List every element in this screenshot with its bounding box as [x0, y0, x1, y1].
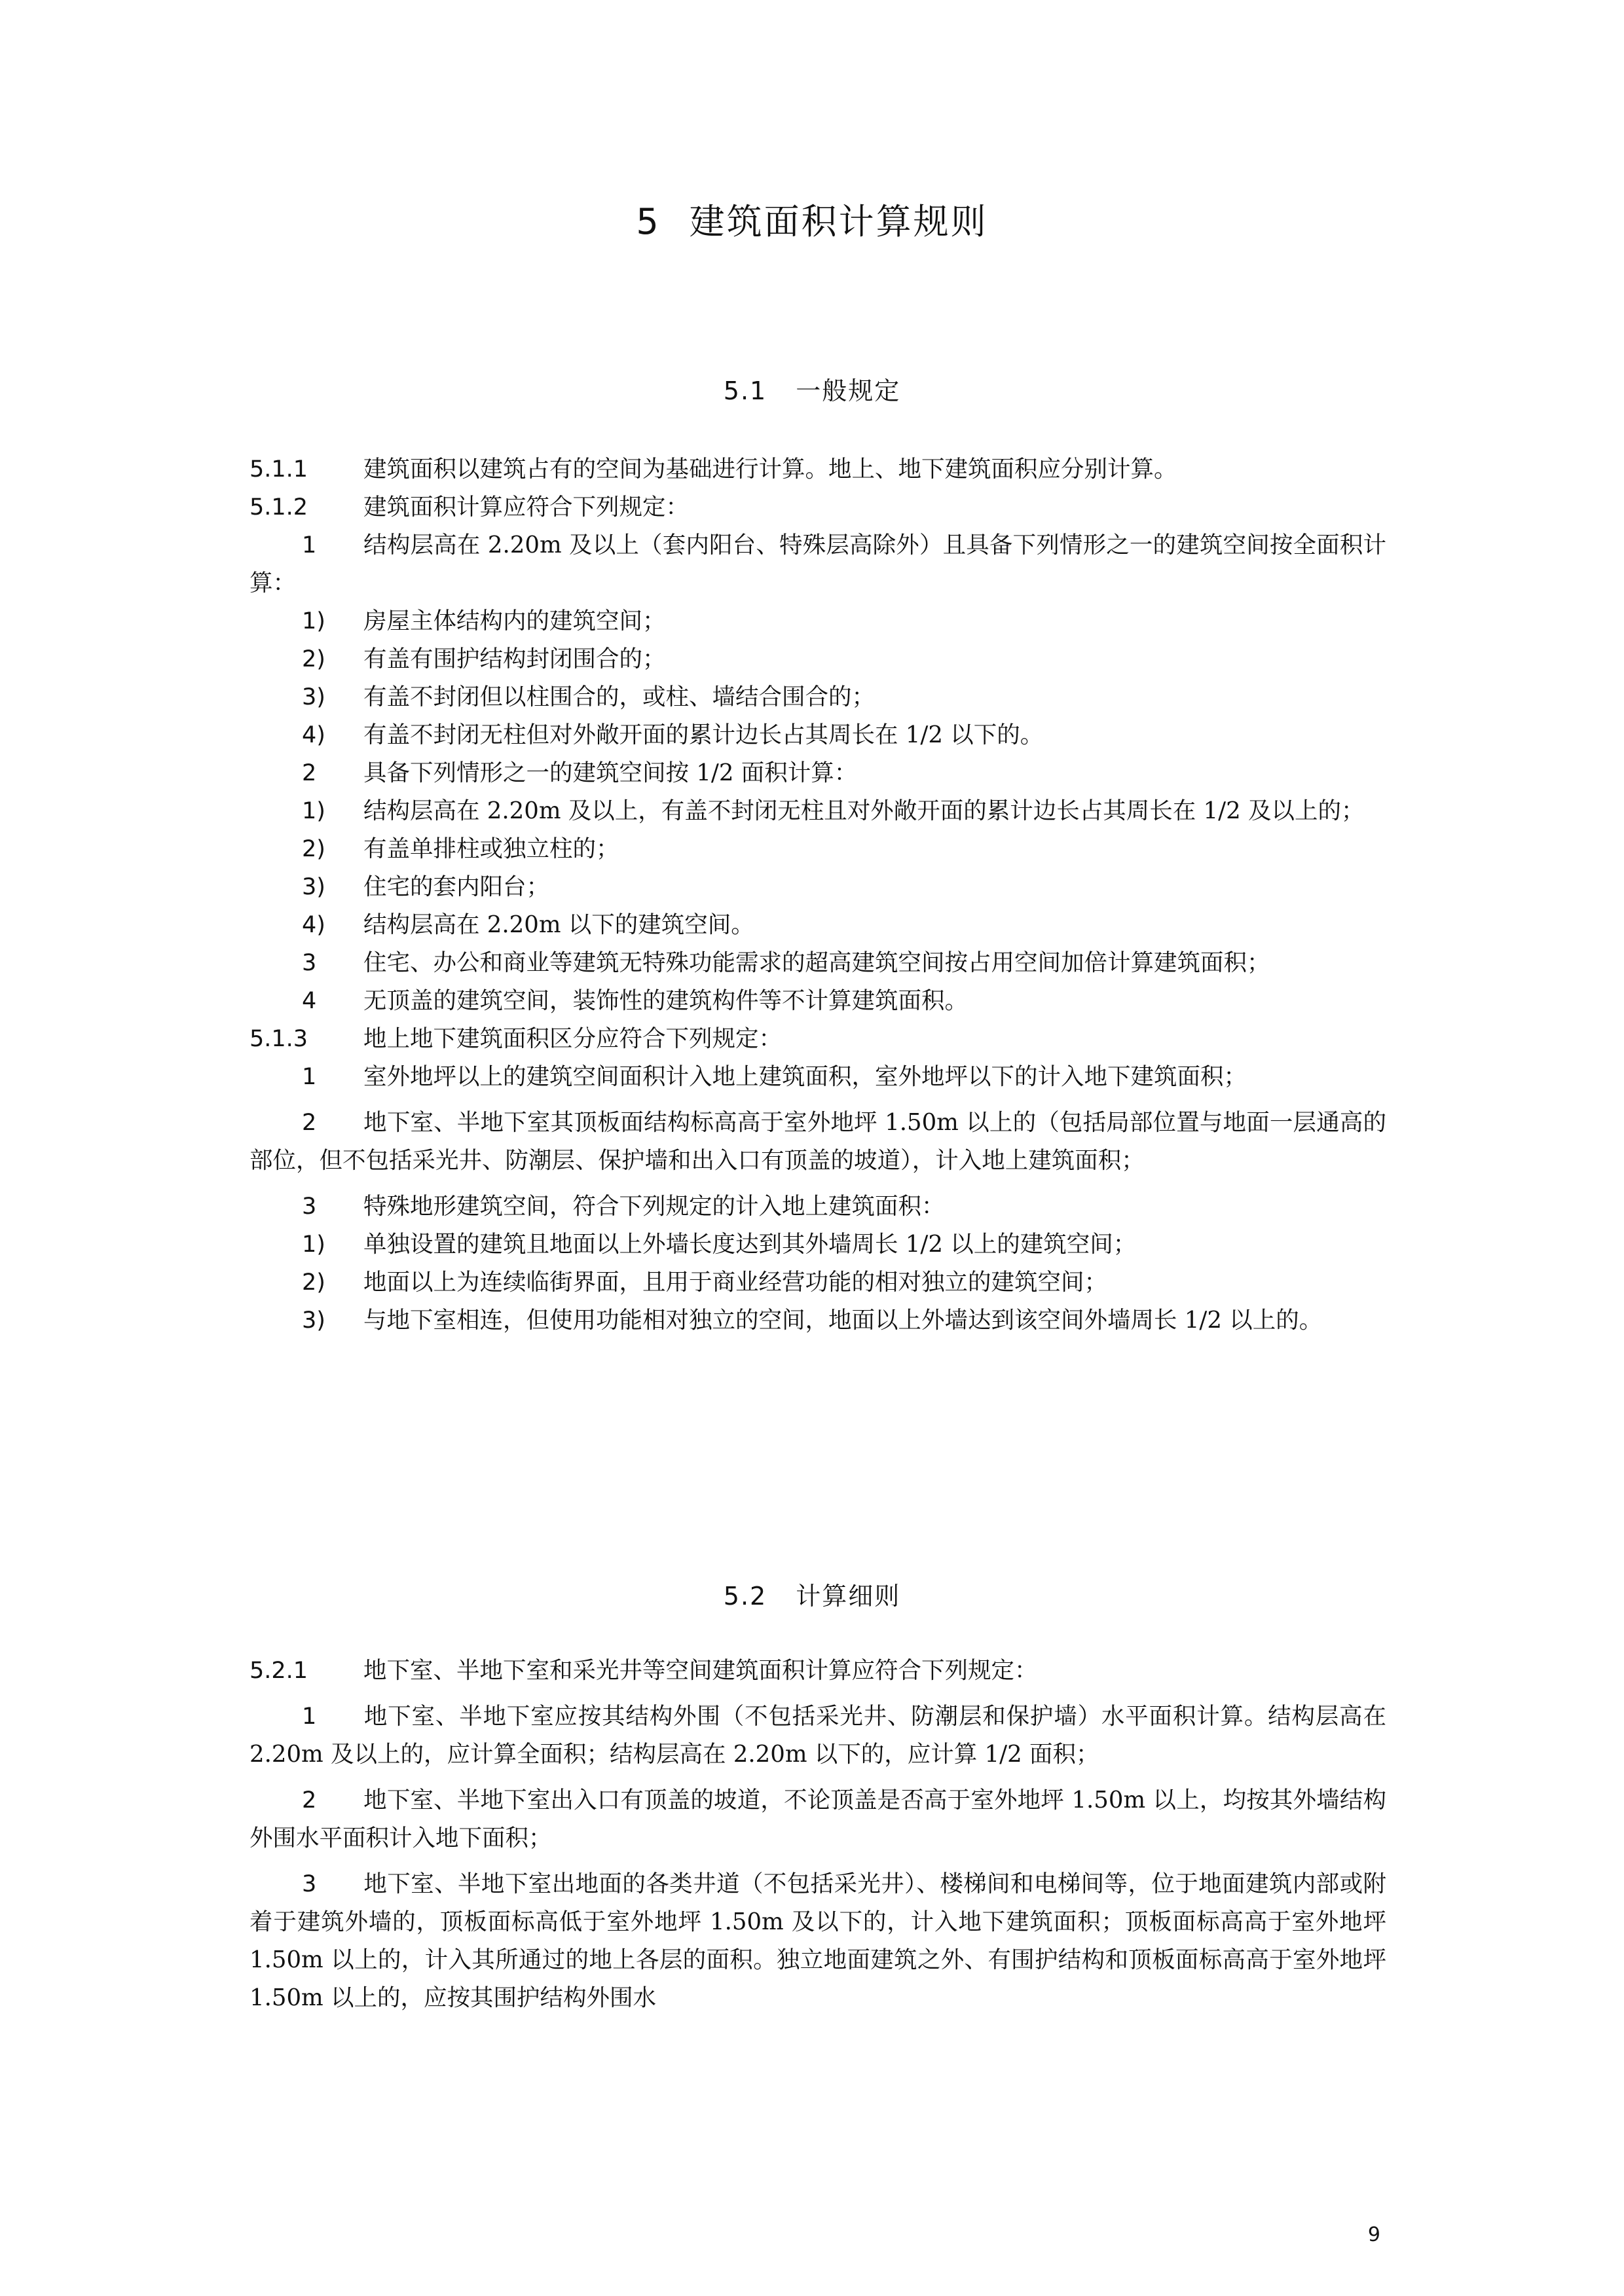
clause-5-1-1: 5.1.1 建筑面积以建筑占有的空间为基础进行计算。地上、地下建筑面积应分别计算。: [249, 456, 1177, 483]
section-title-5-2: [0, 1576, 1624, 1612]
sub-item: 3) 与地下室相连，但使用功能相对独立的空间，地面以上外墙达到该空间外墙周长 1/2 以上的。: [302, 1307, 1323, 1334]
chapter-number: 5: [636, 201, 661, 242]
sub-item: 4) 有盖不封闭无柱但对外敞开面的累计边长占其周长在 1/2 以下的。: [302, 721, 1044, 748]
item: 2 具备下列情形之一的建筑空间按 1/2 面积计算：: [302, 759, 858, 786]
clause-5-1-3: 5.1.3 地上地下建筑面积区分应符合下列规定：: [249, 1025, 783, 1052]
item: 1 地下室、半地下室应按其结构外围（不包括采光井、防潮层和保护墙）水平面积计算。结构层高在 2.20m 及以上的，应计算全面积；结构层高在 2.20m 以下的，应计算 1/2 面积；: [249, 1703, 1386, 1768]
item: 3 住宅、办公和商业等建筑无特殊功能需求的超高建筑空间按占用空间加倍计算建筑面积；: [302, 949, 1270, 976]
item: 3 特殊地形建筑空间，符合下列规定的计入地上建筑面积：: [302, 1193, 945, 1220]
item: 2 地下室、半地下室出入口有顶盖的坡道，不论顶盖是否高于室外地坪 1.50m 以上，均按其外墙结构外围水平面积计入地下面积；: [249, 1787, 1386, 1851]
section-5-2-body: [249, 1652, 1386, 2017]
item: 1 结构层高在 2.20m 及以上（套内阳台、特殊层高除外）且具备下列情形之一的建筑空间按全面积计算：: [249, 532, 1386, 596]
clause-5-1-2: 5.1.2 建筑面积计算应符合下列规定：: [249, 494, 690, 520]
item: 3 地下室、半地下室出地面的各类井道（不包括采光井）、楼梯间和电梯间等，位于地面建筑内部或附着于建筑外墙的，顶板面标高低于室外地坪 1.50m 及以下的，计入地下建筑面积；顶板面标高高于室外地坪 1.50m 以上的，计入其所通过的地上各层的面积。独立地面建筑之外、有围护结构和顶板面标高高于室外地坪 1.50m 以上的，应按其围护结构外围水: [249, 1870, 1386, 2011]
chapter-title: [0, 194, 1624, 244]
sub-item: 3) 住宅的套内阳台；: [302, 873, 550, 900]
sub-item: 1) 房屋主体结构内的建筑空间；: [302, 608, 666, 634]
section-number: 5.1: [723, 376, 767, 405]
section-number: 5.2: [723, 1582, 767, 1611]
sub-item: 4) 结构层高在 2.20m 以下的建筑空间。: [302, 911, 754, 938]
sub-item: 1) 结构层高在 2.20m 及以上，有盖不封闭无柱且对外敞开面的累计边长占其周长在 1/2 及以上的；: [302, 797, 1365, 824]
section-title-text: 计算细则: [796, 1582, 901, 1611]
sub-item: 2) 地面以上为连续临街界面，且用于商业经营功能的相对独立的建筑空间；: [302, 1269, 1108, 1296]
sub-item: 2) 有盖单排柱或独立柱的；: [302, 835, 619, 862]
section-title-text: 一般规定: [796, 376, 901, 405]
section-title-5-1: [0, 371, 1624, 407]
page-number: 9: [1367, 2223, 1380, 2246]
sub-item: 2) 有盖有围护结构封闭围合的；: [302, 646, 666, 672]
chapter-title-text: 建筑面积计算规则: [689, 201, 988, 242]
item: 1 室外地坪以上的建筑空间面积计入地上建筑面积，室外地坪以下的计入地下建筑面积；: [302, 1063, 1247, 1090]
sub-item: 3) 有盖不封闭但以柱围合的，或柱、墙结合围合的；: [302, 683, 876, 710]
clause-5-2-1: 5.2.1 地下室、半地下室和采光井等空间建筑面积计算应符合下列规定：: [249, 1657, 1038, 1684]
item: 2 地下室、半地下室其顶板面结构标高高于室外地坪 1.50m 以上的（包括局部位置与地面一层通高的部位，但不包括采光井、防潮层、保护墙和出入口有顶盖的坡道），计入地上建筑面积；: [249, 1109, 1386, 1174]
section-5-1-body: [249, 450, 1386, 1339]
item: 4 无顶盖的建筑空间，装饰性的建筑构件等不计算建筑面积。: [302, 987, 969, 1014]
sub-item: 1) 单独设置的建筑且地面以上外墙长度达到其外墙周长 1/2 以上的建筑空间；: [302, 1231, 1137, 1258]
